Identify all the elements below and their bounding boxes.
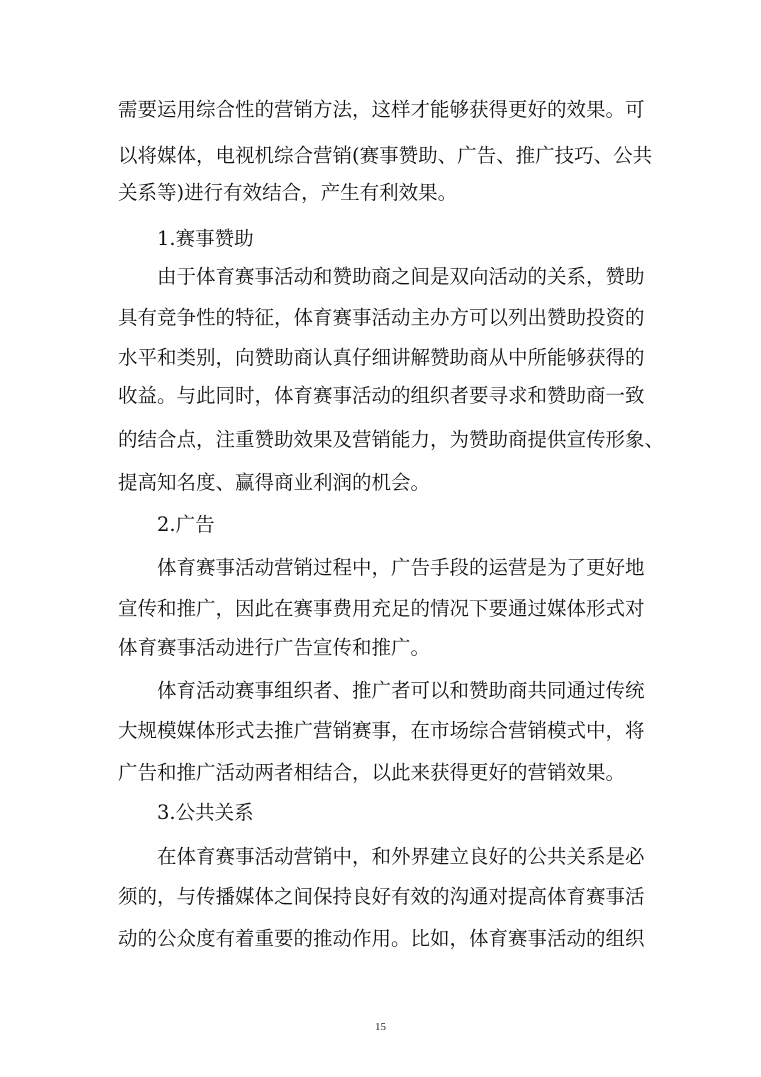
paragraph-line: 体育赛事活动进行广告宣传和推广。 [118,636,431,659]
paragraph-line: 关系等)进行有效结合，产生有利效果。 [118,181,458,204]
paragraph-line: 收益。与此同时，体育赛事活动的组织者要寻求和赞助商一致 [118,384,645,407]
page-number: 15 [375,1021,386,1033]
paragraph-line: 广告和推广活动两者相结合，以此来获得更好的营销效果。 [118,761,626,784]
paragraph-line: 具有竞争性的特征，体育赛事活动主办方可以列出赞助投资的 [118,306,645,329]
paragraph-line: 体育赛事活动营销过程中，广告手段的运营是为了更好地 [157,556,645,579]
paragraph-line: 水平和类别，向赞助商认真仔细讲解赞助商从中所能够获得的 [118,346,645,369]
paragraph-line: 大规模媒体形式去推广营销赛事，在市场综合营销模式中，将 [118,719,645,742]
paragraph-line: 的结合点，注重赞助效果及营销能力，为赞助商提供宣传形象、 [118,428,665,451]
paragraph-line: 须的，与传播媒体之间保持良好有效的沟通对提高体育赛事活 [118,885,645,908]
paragraph-line: 由于体育赛事活动和赞助商之间是双向活动的关系，赞助 [157,265,645,288]
paragraph-line: 体育活动赛事组织者、推广者可以和赞助商共同通过传统 [157,679,645,702]
section-heading-public-relations: 3.公共关系 [157,801,254,824]
paragraph-line: 动的公众度有着重要的推动作用。比如，体育赛事活动的组织 [118,927,645,950]
section-heading-advertising: 2.广告 [157,513,215,536]
paragraph-line: 提高知名度、赢得商业利润的机会。 [118,471,431,494]
paragraph-line: 需要运用综合性的营销方法，这样才能够获得更好的效果。可 [118,98,645,121]
paragraph-line: 宣传和推广，因此在赛事费用充足的情况下要通过媒体形式对 [118,597,645,620]
section-heading-sponsorship: 1.赛事赞助 [157,227,254,250]
paragraph-line: 以将媒体，电视机综合营销(赛事赞助、广告、推广技巧、公共 [118,144,653,167]
paragraph-line: 在体育赛事活动营销中，和外界建立良好的公共关系是必 [157,845,645,868]
